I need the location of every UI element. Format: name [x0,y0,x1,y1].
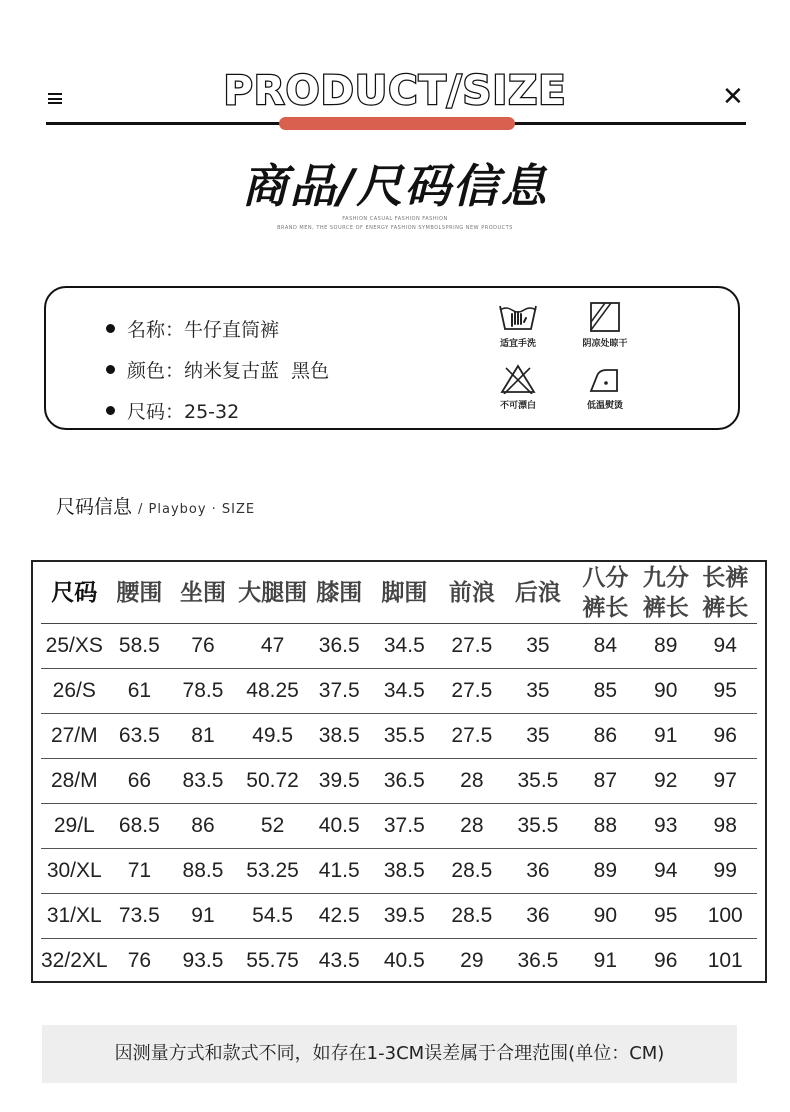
info-name-row [106,308,329,349]
table-cell: 88.5 [171,849,235,894]
table-cell: 85 [573,669,638,714]
table-cell: 39.5 [310,759,368,804]
table-cell: 87 [573,759,638,804]
table-cell: 35.5 [503,759,573,804]
table-cell: 36.5 [368,759,440,804]
brand-title: PRODUCT/SIZE [223,68,567,114]
table-cell: 35 [503,714,573,759]
table-cell: 95 [638,894,693,939]
table-cell: 89 [573,849,638,894]
table-cell: 28 [441,804,504,849]
table-cell: 68.5 [108,804,172,849]
table-cell: 35 [503,669,573,714]
table-cell: 91 [171,894,235,939]
size-label-cell: 27/M [41,714,108,759]
bullet-icon [106,324,115,333]
care-label: 低温熨烫 [586,401,623,411]
table-cell: 27.5 [441,714,504,759]
close-icon[interactable]: ✕ [722,82,744,112]
table-cell: 29 [460,949,484,972]
table-cell: 86 [171,804,235,849]
table-cell: 93.5 [182,949,224,972]
table-cell: 92 [638,759,693,804]
table-cell: 86 [573,714,638,759]
measurement-note: 因测量方式和款式不同，如存在1-3CM误差属于合理范围(单位：CM) [42,1025,737,1083]
table-cell: 91 [593,949,617,972]
table-cell: 93 [638,804,693,849]
bullet-icon [106,365,115,374]
size-label-cell: 31/XL [41,894,108,939]
care-item-shade-dry [570,302,640,349]
header-waist: 腰围 [108,562,172,624]
table-row [41,714,757,759]
table-cell: 76 [127,949,152,972]
table-row [41,759,757,804]
size-section-title [56,492,255,519]
table-cell: 36 [503,849,573,894]
care-item-hand-wash [483,302,553,349]
page-title: 商品/尺码信息 [241,159,549,213]
table-cell: 36 [503,894,573,939]
size-label-cell: 25/XS [41,624,108,669]
table-cell: 49.5 [235,714,311,759]
table-row [41,669,757,714]
table-cell: 97 [693,759,757,804]
table-cell: 99 [693,849,757,894]
size-table [41,562,757,983]
table-cell: 50.72 [235,759,311,804]
table-cell: 52 [235,804,311,849]
size-section-subtitle: / Playboy · SIZE [138,502,256,517]
table-cell: 91 [638,714,693,759]
table-cell: 81 [171,714,235,759]
table-cell: 28.5 [441,894,504,939]
header-back-rise: 后浪 [503,562,573,624]
table-cell: 37.5 [368,804,440,849]
size-label-cell: 30/XL [41,849,108,894]
size-label-cell: 28/M [41,759,108,804]
table-cell: 42.5 [310,894,368,939]
table-row [41,624,757,669]
product-info-list [106,308,329,431]
header-hip: 坐围 [171,562,235,624]
care-label: 适宜手洗 [499,339,536,349]
table-cell: 84 [573,624,638,669]
header-bar [0,60,790,130]
table-cell: 41.5 [310,849,368,894]
care-item-no-bleach [483,364,553,411]
table-cell: 98 [693,804,757,849]
table-cell: 78.5 [171,669,235,714]
table-cell: 101 [707,949,743,972]
hand-wash-icon [498,302,538,332]
header-front-rise: 前浪 [441,562,504,624]
table-cell: 36.5 [517,949,559,972]
header-hem: 脚围 [368,562,440,624]
table-cell: 53.25 [235,849,311,894]
table-row [41,804,757,849]
size-label-cell: 32/2XL [41,949,108,972]
header-knee: 膝围 [310,562,368,624]
table-cell: 34.5 [368,669,440,714]
table-cell: 34.5 [368,624,440,669]
table-cell: 35 [503,624,573,669]
table-header-row [41,562,757,624]
table-row [41,894,757,939]
low-iron-icon [585,364,625,394]
table-cell: 73.5 [108,894,172,939]
table-cell: 28 [441,759,504,804]
size-label-cell: 26/S [41,669,108,714]
product-info-card [44,286,740,430]
care-label: 阴凉处晾干 [582,339,628,349]
table-cell: 63.5 [108,714,172,759]
table-cell: 71 [108,849,172,894]
info-color-row [106,349,329,390]
table-cell: 90 [638,669,693,714]
table-cell: 47 [235,624,311,669]
header-thigh: 大腿围 [235,562,311,624]
header-ankle-length: 九分 裤长 [638,562,693,624]
tagline-2: BRAND MEN, THE SOURCE OF ENERGY FASHION SYMBOLSPRING NEW PRODUCTS [277,225,513,231]
tagline-1: FASHION CASUAL FASHION FASHION [342,216,448,222]
table-cell: 35.5 [368,714,440,759]
size-table-body [41,624,757,984]
header-cropped-length: 八分 裤长 [573,562,638,624]
size-section-heading: 尺码信息 [56,496,133,518]
table-cell: 55.75 [246,949,299,972]
table-cell: 66 [108,759,172,804]
no-bleach-icon [498,364,538,394]
table-cell: 40.5 [310,804,368,849]
table-cell: 88 [573,804,638,849]
table-cell: 27.5 [441,669,504,714]
table-cell: 94 [638,849,693,894]
header-full-length: 长裤 裤长 [693,562,757,624]
table-cell: 96 [654,949,678,972]
table-cell: 58.5 [108,624,172,669]
table-cell: 35.5 [503,804,573,849]
care-item-low-iron [570,364,640,411]
table-cell: 54.5 [235,894,311,939]
info-name: 名称：牛仔直筒裤 [127,319,280,341]
table-cell: 94 [693,624,757,669]
size-label-cell: 29/L [41,804,108,849]
table-cell: 28.5 [441,849,504,894]
table-cell: 36.5 [310,624,368,669]
care-label: 不可漂白 [499,401,536,411]
table-cell: 38.5 [368,849,440,894]
table-cell: 39.5 [368,894,440,939]
table-cell: 76 [171,624,235,669]
table-cell: 37.5 [310,669,368,714]
table-row [41,939,757,984]
info-color: 颜色：纳米复古蓝 黑色 [127,360,330,382]
table-cell: 27.5 [441,624,504,669]
table-cell: 61 [108,669,172,714]
table-cell: 48.25 [235,669,311,714]
table-cell: 100 [693,894,757,939]
table-cell: 90 [573,894,638,939]
table-cell: 95 [693,669,757,714]
table-cell: 40.5 [383,949,425,972]
info-size: 尺码：25-32 [127,401,240,423]
shade-dry-icon [585,302,625,332]
table-cell: 38.5 [310,714,368,759]
table-cell: 96 [693,714,757,759]
table-row [41,849,757,894]
table-cell: 43.5 [318,949,360,972]
header-size: 尺码 [41,562,108,624]
bullet-icon [106,406,115,415]
size-table-frame [31,560,767,983]
table-cell: 89 [638,624,693,669]
table-cell: 83.5 [171,759,235,804]
accent-pill [279,117,515,130]
info-size-row [106,390,329,431]
